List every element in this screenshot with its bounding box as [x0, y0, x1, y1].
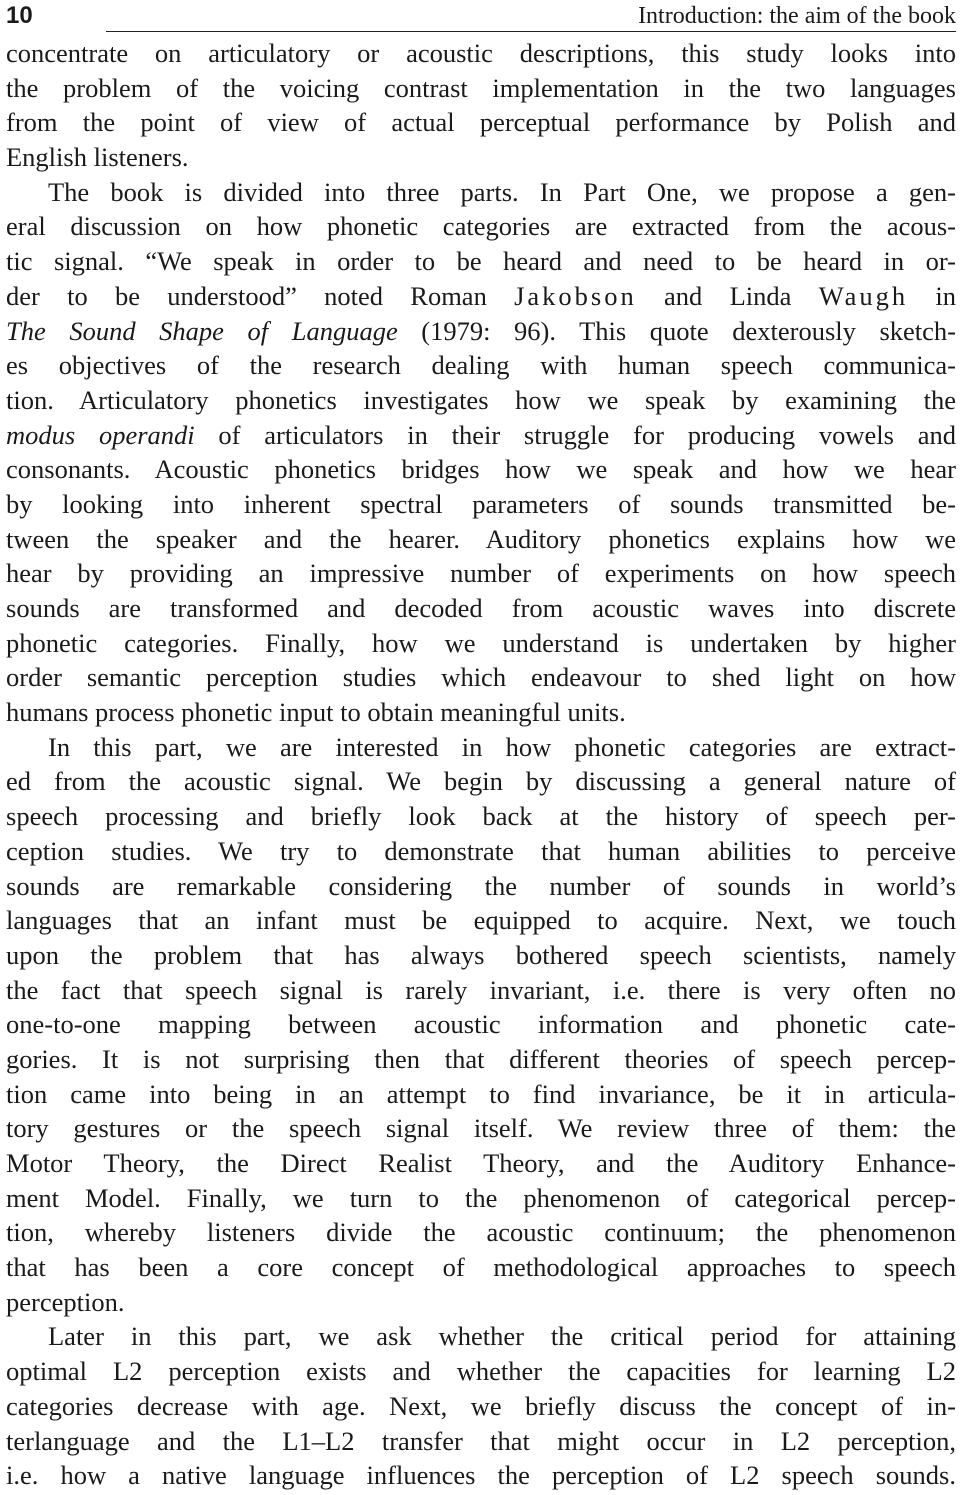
text-line — [6, 1111, 956, 1146]
text-line — [6, 36, 956, 71]
text-line — [6, 869, 956, 904]
text-line — [6, 695, 956, 730]
spaced-name: Waugh — [818, 280, 909, 311]
text-segment: es objectives of the research dealing with human speech communica- — [6, 350, 956, 381]
body-text — [6, 36, 956, 1493]
text-line — [6, 140, 956, 175]
text-segment: hear by providing an impressive number of experiments on how speech — [6, 558, 956, 589]
text-segment: phonetic categories. Finally, how we understand is undertaken by higher — [6, 627, 956, 658]
text-segment: upon the problem that has always bothered speech scientists, namely — [6, 939, 956, 970]
italic-text: modus operandi — [6, 419, 195, 450]
text-segment: concentrate on articulatory or acoustic descriptions, this study looks into — [6, 38, 956, 68]
text-line — [6, 105, 956, 140]
text-line — [6, 626, 956, 661]
text-segment: tic signal. “We speak in order to be heard and need to be heard in or- — [6, 246, 956, 277]
text-segment: from the point of view of actual perceptual performance by Polish and — [6, 107, 956, 138]
text-segment: one-to-one mapping between acoustic information and phonetic cate- — [6, 1009, 956, 1040]
text-segment: English listeners. — [6, 142, 189, 173]
text-segment: i.e. how a native language influences the perception of L2 speech sounds. — [6, 1460, 956, 1491]
text-line — [6, 1319, 956, 1354]
text-line — [6, 348, 956, 383]
text-line — [6, 71, 956, 106]
text-segment: that has been a core concept of methodological approaches to speech — [6, 1252, 956, 1283]
text-line — [6, 452, 956, 487]
text-segment: and Linda — [636, 280, 819, 311]
text-segment: languages that an infant must be equipped to acquire. Next, we touch — [6, 905, 956, 936]
text-line — [6, 1285, 956, 1320]
text-line — [6, 487, 956, 522]
text-line — [6, 1250, 956, 1285]
text-segment: tion, whereby listeners divide the acoustic continuum; the phenomenon — [6, 1217, 956, 1248]
text-segment: optimal L2 perception exists and whether the capacities for learning L2 — [6, 1356, 956, 1387]
text-segment: of articulators in their struggle for producing vowels and — [194, 419, 956, 450]
text-line — [6, 175, 956, 210]
text-line — [6, 279, 956, 314]
text-line — [6, 314, 956, 349]
text-line — [6, 383, 956, 418]
text-segment: ed from the acoustic signal. We begin by discussing a general nature of — [6, 766, 956, 797]
text-line — [6, 660, 956, 695]
text-segment: the problem of the voicing contrast implementation in the two languages — [6, 72, 956, 103]
text-line — [6, 556, 956, 591]
text-segment: humans process phonetic input to obtain meaningful units. — [6, 697, 626, 728]
text-line — [6, 834, 956, 869]
text-line — [6, 1458, 956, 1493]
text-line — [6, 764, 956, 799]
text-line — [6, 1354, 956, 1389]
text-line — [6, 1042, 956, 1077]
text-line — [6, 1077, 956, 1112]
text-segment: order semantic perception studies which endeavour to shed light on how — [6, 662, 956, 693]
text-segment: the fact that speech signal is rarely invariant, i.e. there is very often no — [6, 974, 956, 1005]
text-segment: ception studies. We try to demonstrate that human abilities to perceive — [6, 835, 956, 866]
text-line — [6, 1181, 956, 1216]
text-segment: (1979: 96). This quote dexterously sketch- — [397, 315, 956, 346]
text-segment: tion came into being in an attempt to find invariance, be it in articula- — [6, 1078, 956, 1109]
text-segment: eral discussion on how phonetic categories are extracted from the acous- — [6, 211, 956, 242]
text-segment: sounds are transformed and decoded from acoustic waves into discrete — [6, 593, 956, 623]
text-segment: tion. Articulatory phonetics investigates how we speak by examining the — [6, 384, 956, 415]
text-line — [6, 244, 956, 279]
text-line — [6, 209, 956, 244]
text-line — [6, 730, 956, 765]
text-line — [6, 973, 956, 1008]
running-title: Introduction: the aim of the book — [638, 3, 956, 29]
text-line — [6, 799, 956, 834]
text-line — [6, 418, 956, 453]
text-line — [6, 1424, 956, 1459]
text-segment: perception. — [6, 1286, 125, 1317]
text-segment: Motor Theory, the Direct Realist Theory, and the Auditory Enhance- — [6, 1148, 956, 1178]
text-segment: Later in this part, we ask whether the critical period for attaining — [48, 1321, 956, 1352]
text-segment: der to be understood” noted Roman — [6, 280, 515, 311]
text-line — [6, 1389, 956, 1424]
text-segment: speech processing and briefly look back at the history of speech per- — [6, 801, 956, 832]
text-segment: consonants. Acoustic phonetics bridges how we speak and how we hear — [6, 454, 956, 485]
italic-text: The Sound Shape of Language — [6, 315, 398, 346]
text-line — [6, 938, 956, 973]
page-number: 10 — [6, 2, 33, 29]
text-segment: in — [908, 280, 956, 311]
text-segment: by looking into inherent spectral parameters of sounds transmitted be- — [6, 488, 956, 519]
text-segment: sounds are remarkable considering the number of sounds in world’s — [6, 870, 956, 901]
text-segment: gories. It is not surprising then that different theories of speech percep- — [6, 1043, 956, 1074]
text-line — [6, 903, 956, 938]
text-line — [6, 522, 956, 557]
text-line — [6, 1007, 956, 1042]
running-header — [6, 0, 956, 34]
text-segment: ment Model. Finally, we turn to the phenomenon of categorical percep- — [6, 1182, 956, 1213]
spaced-name: Jakobson — [514, 280, 637, 311]
header-rule — [106, 31, 956, 32]
text-line — [6, 591, 956, 626]
text-segment: tory gestures or the speech signal itself. We review three of them: the — [6, 1113, 956, 1144]
text-segment: categories decrease with age. Next, we briefly discuss the concept of in- — [6, 1390, 956, 1421]
text-line — [6, 1146, 956, 1181]
text-segment: In this part, we are interested in how phonetic categories are extract- — [48, 731, 956, 762]
text-line — [6, 1215, 956, 1250]
text-segment: The book is divided into three parts. In Part One, we propose a gen- — [48, 176, 956, 207]
text-segment: terlanguage and the L1–L2 transfer that might occur in L2 perception, — [6, 1425, 956, 1456]
text-segment: tween the speaker and the hearer. Auditory phonetics explains how we — [6, 523, 956, 554]
